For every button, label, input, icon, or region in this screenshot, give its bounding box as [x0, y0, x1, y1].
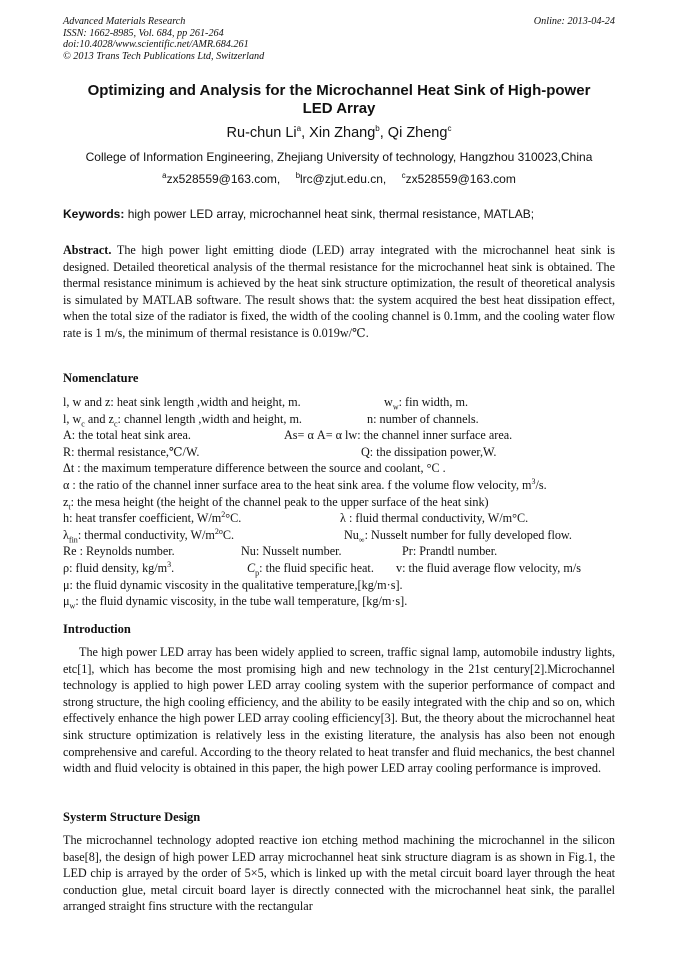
nomenclature-line: μ: the fluid dynamic viscosity in the qualitative temperature,[kg/m·s]. — [63, 577, 403, 592]
nomenclature-heading: Nomenclature — [63, 371, 139, 385]
title-line-2: LED Array — [302, 100, 376, 117]
nomenclature-line: A: the total heat sink area. As= α A= α lw: the channel inner surface area. — [63, 428, 513, 443]
email-2[interactable]: $^b$lrc@zjut.edu.cn, — [295, 171, 387, 186]
affiliation: College of Information Engineering, Zhejiang University of technology, Hangzhou 310023,China — [85, 150, 593, 164]
author-1: Ru-chun Li — [226, 125, 297, 141]
issn-line: ISSN: 1662-8985, Vol. 684, pp 261-264 — [63, 27, 224, 39]
abstract-text: The high power light emitting diode (LED) array integrated with the microchannel heat sink is designed. Detailed theoretical analysis of the thermal resistance for the microchannel heat sink is obtained. The thermal resistance minimum is achieved by the heat sink structure optimization, the result of theoretical analysis is simulated by MATLAB software. The result shows that: the system acquired the best heat dissipation effect, when the total size of the radiator is fixed, the width of the cooling channel is 0.1mm, and the cooling water flow rate is 1 m/s, the minimum of thermal resistance is 0.019w/℃. — [63, 243, 615, 340]
email-3[interactable]: $^c$zx528559@163.com — [401, 171, 516, 186]
journal-name: Advanced Materials Research — [63, 16, 186, 27]
author-1-mark: a — [296, 124, 302, 134]
keywords — [63, 207, 615, 221]
author-2-mark: b — [375, 124, 380, 134]
nomenclature-list — [63, 394, 615, 610]
page-header — [63, 16, 615, 62]
online-date: Online: 2013-04-24 — [533, 16, 615, 27]
introduction-text: The high power LED array has been widely applied to screen, traffic signal lamp, automobile industry lights, etc[1], which has become the most promising high and new technology in the 21st century[2].Microchannel technology is applied to high power LED array cooling system with the superior performance of compact and strong structure, the high cooling efficiency, and the ability to be easily integrated with the chip and so on, which effectively enhance the high power LED array cooling efficiency[3]. But, the theory about the microchannel heat sink structure optimization is relatively less in the existing literature, the analysis has also been not enough comprehensive and careful. According to the theory related to heat transfer and fluid mechanics, the best channel width and fluid velocity is obtained in this paper, the high power LED array cooling performance is improved. — [63, 645, 615, 776]
abstract — [63, 242, 615, 342]
copyright-line: © 2013 Trans Tech Publications Ltd, Switzerland — [63, 50, 265, 62]
nomenclature-line: l, $w_c$ and $z_c$: channel length ,width and height, m. n: number of channels. — [63, 411, 479, 429]
author-2: Xin Zhang — [309, 125, 376, 141]
nomenclature-line: ρ: fluid density, $kg/m^3$. $C_p$: the fluid specific heat. v: the fluid average flow velocity, m/s — [63, 559, 582, 578]
author-list: Ru-chun Li$^a$, Xin Zhang$^b$, Qi Zheng$^c$ — [226, 124, 452, 141]
email-list — [0, 172, 678, 186]
author-3-mark: c — [447, 124, 452, 134]
system-structure-heading: Systerm Structure Design — [63, 810, 201, 824]
abstract-label: Abstract. — [63, 243, 112, 257]
paper-title — [40, 82, 638, 118]
nomenclature-line: Re : Reynolds number. Nu: Nusselt number. Pr: Prandtl number. — [63, 544, 498, 559]
nomenclature-line: $\lambda_{fin}$: thermal conductivity, $W/m^{2o}C$. $Nu_\infty$: Nusselt number for fully developed flow. — [63, 526, 572, 545]
nomenclature-line: R: thermal resistance,℃/W. Q: the dissipation power,W. — [63, 444, 497, 459]
keywords-label: Keywords: — [63, 207, 125, 221]
doi-line: doi:10.4028/www.scientific.net/AMR.684.261 — [63, 39, 249, 50]
introduction-heading: Introduction — [63, 622, 131, 636]
nomenclature-line: α : the ratio of the channel inner surface area to the heat sink area. f the volume flow velocity, $m^3/s$. — [63, 476, 547, 492]
nomenclature-line: h: heat transfer coefficient, $W/m^2^\circ C$. λ : fluid thermal conductivity, W/m°C. — [63, 510, 529, 526]
nomenclature-line: $\mu_w$: the fluid dynamic viscosity, in the tube wall temperature, [kg/m·s]. — [63, 594, 408, 611]
nomenclature-line: l, w and z: heat sink length ,width and height, m. $w_w$: fin width, m. — [63, 395, 468, 412]
system-structure-text: The microchannel technology adopted reactive ion etching method machining the microchannel in the silicon base[8], the design of high power LED array microchannel heat sink structure diagram is as shown in Fig.1, the LED chip is arrayed by the order of 5×5, which is linked up with the metal circuit board layer through the heat conduction glue, metal circuit board layer is directly connected with the microchannel heat sink, the parallel arranged straight fins structure with the rectangular — [63, 833, 615, 914]
title-line-1: Optimizing and Analysis for the Microchannel Heat Sink of High-power — [87, 82, 591, 99]
author-3: Qi Zheng — [387, 125, 448, 141]
nomenclature-line: Δt : the maximum temperature difference between the source and coolant, °C . — [63, 461, 446, 476]
email-1[interactable]: $^a$zx528559@163.com, — [162, 171, 281, 186]
keywords-text: high power LED array, microchannel heat sink, thermal resistance, MATLAB; — [127, 207, 535, 221]
nomenclature-line: $z_t$: the mesa height (the height of the channel peak to the upper surface of the heat sink) — [63, 494, 489, 511]
